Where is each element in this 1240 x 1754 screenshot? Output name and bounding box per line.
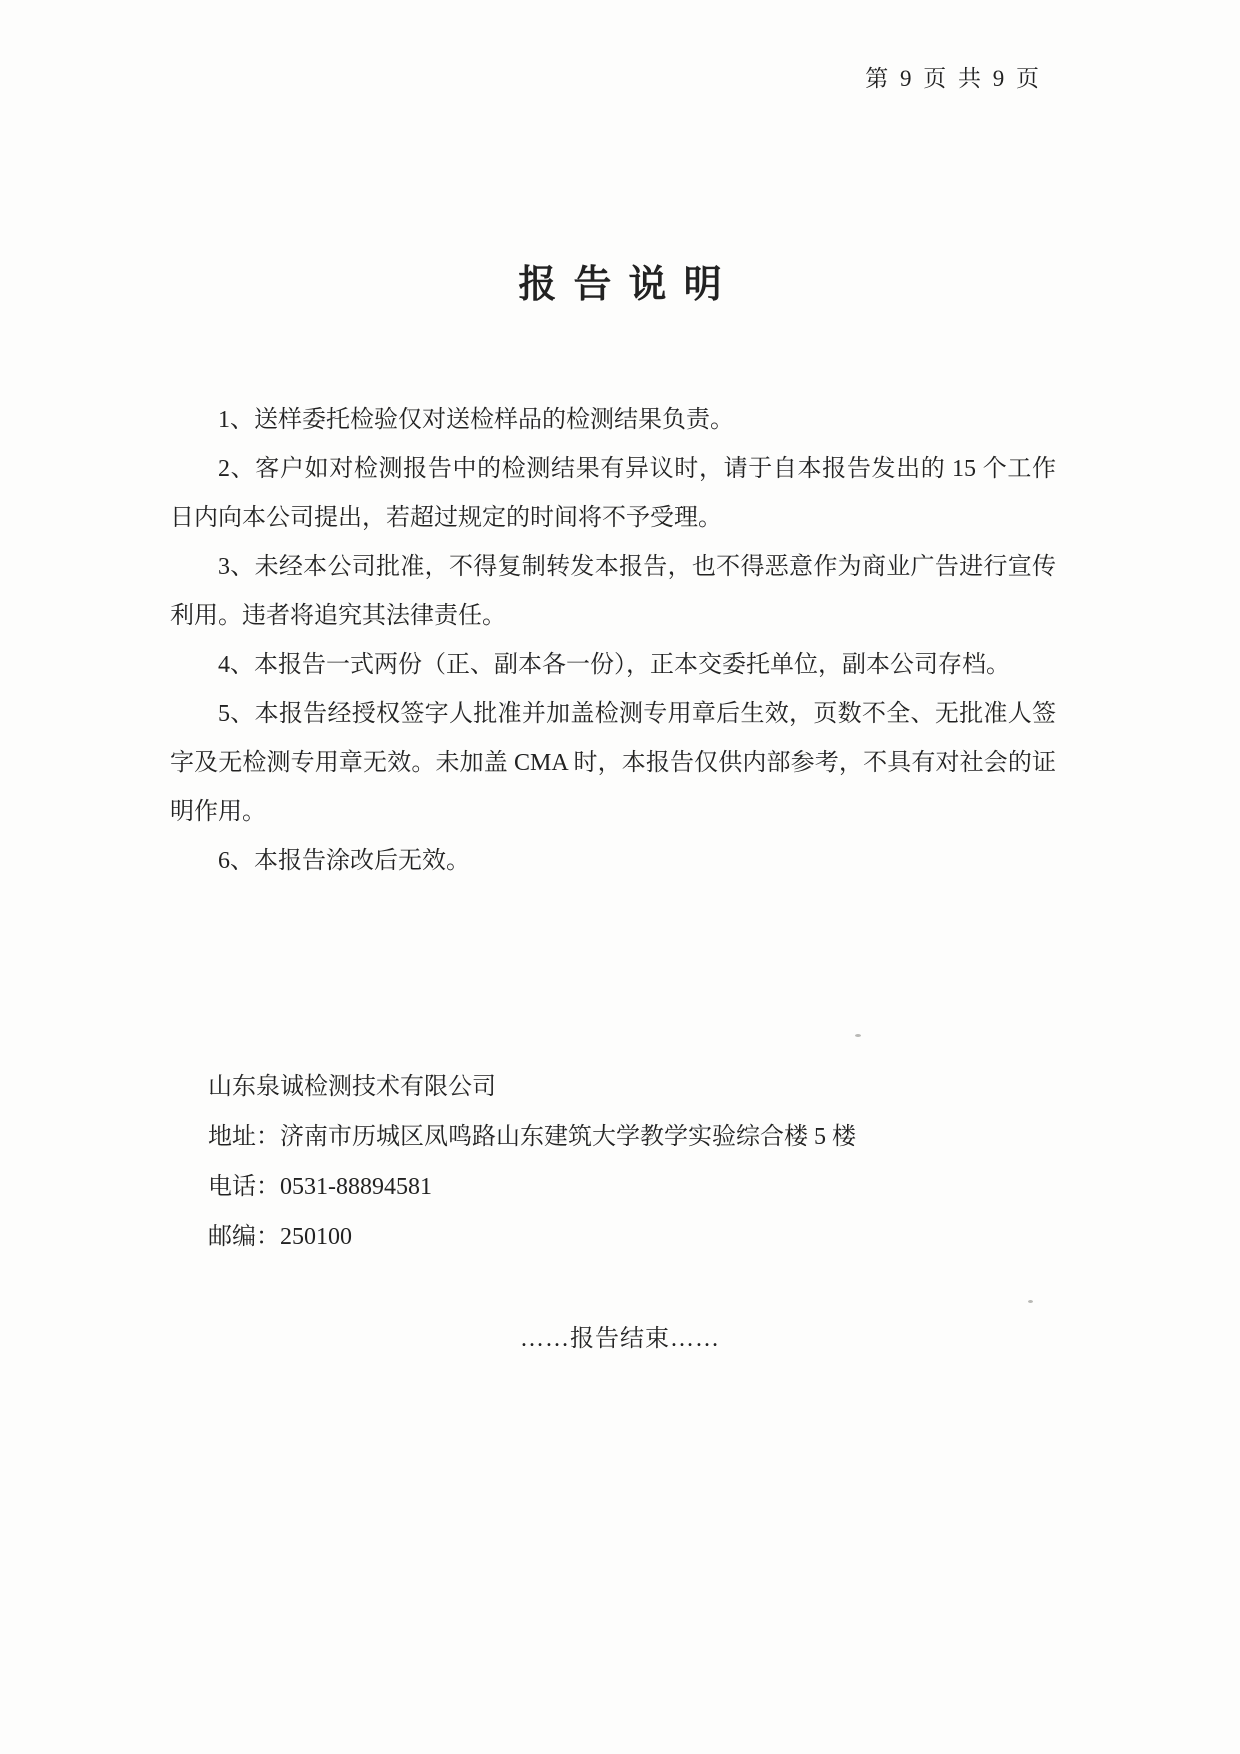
note-item-5: 5、本报告经授权签字人批准并加盖检测专用章后生效，页数不全、无批准人签字及无检测专用章无效。未加盖 CMA 时，本报告仅供内部参考，不具有对社会的证明作用。 [170,701,1056,825]
company-postcode-value: 250100 [280,1224,352,1250]
company-info [208,1062,856,1262]
page-title: 报告说明 [518,264,739,306]
company-address-value: 济南市历城区凤鸣路山东建筑大学教学实验综合楼 5 楼 [280,1124,856,1150]
note-item-2: 2、客户如对检测报告中的检测结果有异议时，请于自本报告发出的 15 个工作日内向本公司提出，若超过规定的时间将不予受理。 [170,456,1056,531]
note-item-1: 1、送样委托检验仅对送检样品的检测结果负责。 [218,407,734,433]
report-end-marker: ……报告结束…… [520,1326,720,1352]
company-name: 山东泉诚检测技术有限公司 [208,1074,496,1100]
company-phone-value: 0531-88894581 [280,1174,432,1200]
note-item-4: 4、本报告一式两份（正、副本各一份），正本交委托单位，副本公司存档。 [218,652,1010,678]
company-postcode [208,1212,856,1262]
company-postcode-label: 邮编： [208,1224,280,1250]
company-address [208,1112,856,1162]
note-item-6: 6、本报告涂改后无效。 [218,848,470,874]
scan-speck [855,1034,861,1037]
report-notes [170,396,1056,886]
company-phone-label: 电话： [208,1174,280,1200]
scan-speck [1028,1300,1033,1303]
company-address-label: 地址： [208,1124,280,1150]
company-phone [208,1162,856,1212]
note-item-3: 3、未经本公司批准，不得复制转发本报告，也不得恶意作为商业广告进行宣传利用。违者将追究其法律责任。 [170,554,1056,629]
page-number: 第 9 页 共 9 页 [865,66,1042,91]
